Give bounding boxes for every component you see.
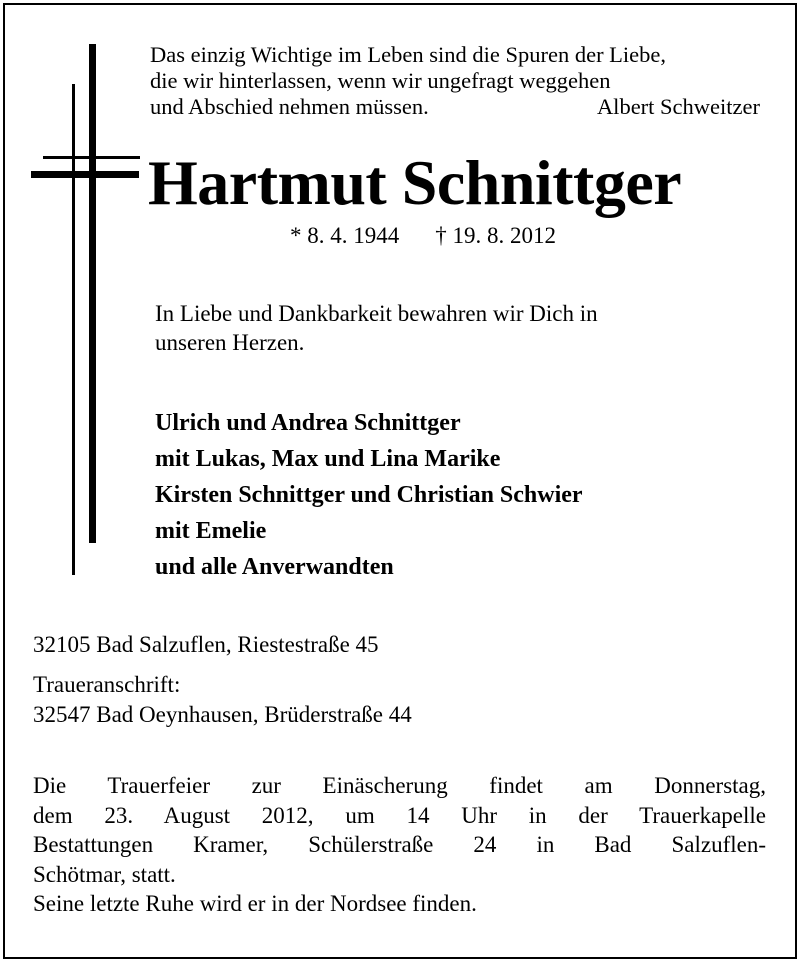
- message-line: In Liebe und Dankbarkeit bewahren wir Dich in: [155, 301, 598, 326]
- birth-date: * 8. 4. 1944: [290, 223, 400, 248]
- mourning-address-value: 32547 Bad Oeynhausen, Brüderstraße 44: [33, 702, 412, 727]
- service-line: Bestattungen Kramer, Schülerstraße 24 in Bad Salzuflen-: [33, 832, 766, 857]
- message-line: unseren Herzen.: [155, 330, 305, 355]
- mourning-address-label: Traueranschrift:: [33, 672, 181, 697]
- life-dates: [290, 222, 556, 250]
- quote: [150, 42, 666, 120]
- mourning-address: [33, 670, 412, 730]
- service-line: Die Trauerfeier zur Einäscherung findet am Donnerstag,: [33, 773, 766, 798]
- mourner-line: Ulrich und Andrea Schnittger: [155, 410, 461, 436]
- mourner-line: mit Lukas, Max und Lina Marike: [155, 446, 501, 472]
- service-line: Schötmar, statt.: [33, 861, 176, 887]
- cross-long-beam: [89, 44, 96, 543]
- service-line: dem 23. August 2012, um 14 Uhr in der Trauerkapelle: [33, 802, 766, 828]
- cross-crossbar-thick: [31, 171, 139, 178]
- cross-crossbar-thin: [43, 156, 140, 159]
- quote-line: und Abschied nehmen müssen.: [150, 94, 429, 119]
- mourner-line: Kirsten Schnittger und Christian Schwier: [155, 482, 583, 508]
- quote-line: die wir hinterlassen, wenn wir ungefragt weggehen: [150, 68, 611, 93]
- service-line: Seine letzte Ruhe wird er in der Nordsee finden.: [33, 891, 477, 916]
- deceased-name: Hartmut Schnittger: [148, 147, 682, 218]
- quote-author: Albert Schweitzer: [596, 94, 760, 119]
- home-address: 32105 Bad Salzuflen, Riestestraße 45: [33, 632, 379, 657]
- mourners-list: [155, 405, 583, 585]
- mourner-line: und alle Anverwandten: [155, 554, 394, 580]
- memorial-message: [155, 299, 598, 357]
- mourner-line: mit Emelie: [155, 518, 267, 544]
- quote-line: Das einzig Wichtige im Leben sind die Spuren der Liebe,: [150, 42, 667, 67]
- death-date: † 19. 8. 2012: [435, 223, 556, 248]
- funeral-service-info: [33, 771, 766, 919]
